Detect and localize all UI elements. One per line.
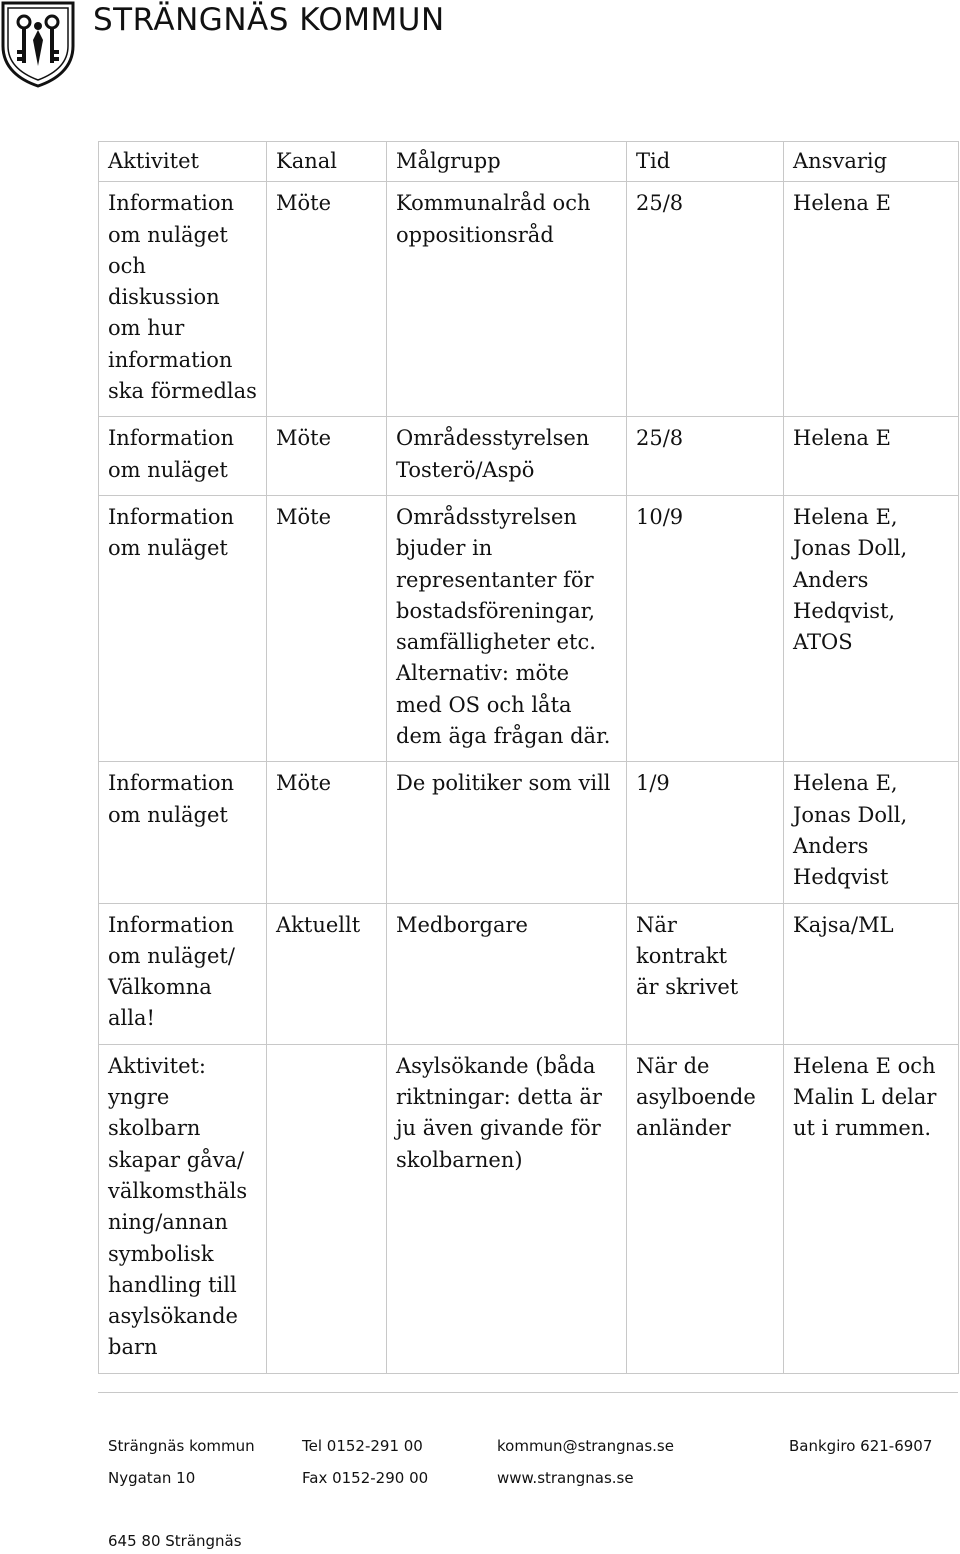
footer-org-name: Strängnäs kommun <box>108 1437 255 1455</box>
cell-malgrupp <box>387 1044 627 1373</box>
cell-line: Jonas Doll, <box>793 802 908 827</box>
cell-line: om hur <box>108 316 185 341</box>
cell-line: 25/8 <box>636 426 684 451</box>
cell-line: Helena E <box>793 191 891 216</box>
cell-line: skolbarnen) <box>396 1147 523 1172</box>
column-header-kanal: Kanal <box>267 142 387 182</box>
cell-line: är skrivet <box>636 975 739 1000</box>
cell-line: Hedqvist <box>793 865 889 890</box>
cell-line: om nuläget <box>108 222 228 247</box>
cell-kanal <box>267 762 387 903</box>
footer-postal: 645 80 Strängnäs <box>108 1532 242 1550</box>
cell-kanal <box>267 417 387 496</box>
cell-line: Jonas Doll, <box>793 536 908 561</box>
cell-line: barn <box>108 1335 158 1360</box>
cell-line: Helena E, <box>793 771 898 796</box>
table-row <box>99 1044 959 1373</box>
cell-line: bostadsföreningar, <box>396 598 596 623</box>
cell-line: När kontrakt <box>636 912 728 968</box>
cell-line: Områdesstyrelsen <box>396 426 590 451</box>
cell-line: 1/9 <box>636 771 670 796</box>
footer-bankgiro: Bankgiro 621-6907 <box>789 1437 933 1455</box>
cell-line: Medborgare <box>396 912 528 937</box>
cell-line: asylsökande <box>108 1304 238 1329</box>
cell-line: med OS och låta <box>396 692 572 717</box>
table-row <box>99 417 959 496</box>
cell-line: Kajsa/ML <box>793 912 894 937</box>
cell-line: skolbarn <box>108 1116 201 1141</box>
cell-line: 25/8 <box>636 191 684 216</box>
cell-malgrupp <box>387 903 627 1044</box>
cell-line: ju även givande för <box>396 1116 601 1141</box>
cell-tid <box>627 495 784 761</box>
cell-line: ning/annan <box>108 1210 228 1235</box>
cell-kanal <box>267 182 387 417</box>
footer-fax: Fax 0152-290 00 <box>302 1469 429 1487</box>
table-body <box>99 182 959 1373</box>
cell-aktivitet <box>99 903 267 1044</box>
cell-line: Information <box>108 426 235 451</box>
cell-line: Malin L delar <box>793 1085 937 1110</box>
cell-line: Möte <box>276 191 332 216</box>
cell-line: Områdsstyrelsen <box>396 504 577 529</box>
cell-line: och <box>108 253 146 278</box>
cell-ansvarig <box>784 182 959 417</box>
cell-kanal <box>267 1044 387 1373</box>
cell-line: ska förmedlas <box>108 379 257 404</box>
cell-malgrupp <box>387 182 627 417</box>
cell-line: samfälligheter etc. <box>396 630 596 655</box>
footer-website[interactable]: www.strangnas.se <box>497 1469 634 1487</box>
cell-tid <box>627 762 784 903</box>
cell-line: Möte <box>276 504 332 529</box>
column-header-ansvarig: Ansvarig <box>784 142 959 182</box>
cell-malgrupp <box>387 417 627 496</box>
footer-address: Nygatan 10 <box>108 1469 196 1487</box>
cell-line: asylboende <box>636 1085 756 1110</box>
cell-aktivitet <box>99 417 267 496</box>
cell-line: Information <box>108 771 235 796</box>
cell-line: om nuläget <box>108 457 228 482</box>
cell-line: Kommunalråd och <box>396 191 591 216</box>
cell-ansvarig <box>784 417 959 496</box>
cell-malgrupp <box>387 495 627 761</box>
cell-line: representanter för <box>396 567 594 592</box>
column-header-malgrupp: Målgrupp <box>387 142 627 182</box>
table-row <box>99 182 959 417</box>
cell-tid <box>627 182 784 417</box>
cell-line: Aktivitet: <box>108 1053 207 1078</box>
cell-ansvarig <box>784 1044 959 1373</box>
cell-ansvarig <box>784 762 959 903</box>
cell-line: När de <box>636 1053 710 1078</box>
cell-line: om nuläget/ <box>108 943 235 968</box>
cell-line: om nuläget <box>108 536 228 561</box>
cell-line: ATOS <box>793 630 853 655</box>
cell-line: Möte <box>276 426 332 451</box>
cell-malgrupp <box>387 762 627 903</box>
cell-line: Asylsökande (båda <box>396 1053 596 1078</box>
cell-aktivitet <box>99 495 267 761</box>
table-row <box>99 495 959 761</box>
cell-line: Information <box>108 191 235 216</box>
cell-line: Helena E <box>793 426 891 451</box>
cell-ansvarig <box>784 903 959 1044</box>
cell-line: De politiker som vill <box>396 771 611 796</box>
cell-line: Möte <box>276 771 332 796</box>
cell-line: symbolisk <box>108 1241 214 1266</box>
cell-line: Aktuellt <box>276 912 361 937</box>
column-header-tid: Tid <box>627 142 784 182</box>
cell-line: skapar gåva/ <box>108 1147 245 1172</box>
cell-line: Välkomna <box>108 975 212 1000</box>
cell-line: ut i rummen. <box>793 1116 932 1141</box>
cell-line: Information <box>108 912 235 937</box>
cell-line: Helena E och <box>793 1053 936 1078</box>
table-row <box>99 903 959 1044</box>
cell-line: dem äga frågan där. <box>396 724 611 749</box>
cell-ansvarig <box>784 495 959 761</box>
cell-kanal <box>267 495 387 761</box>
table-row <box>99 762 959 903</box>
page-header <box>0 0 960 90</box>
crest-logo-icon <box>0 0 76 88</box>
cell-line: riktningar: detta är <box>396 1085 602 1110</box>
column-header-aktivitet: Aktivitet <box>99 142 267 182</box>
cell-line: Hedqvist, <box>793 598 896 623</box>
cell-line: Anders <box>793 567 869 592</box>
cell-tid <box>627 903 784 1044</box>
table-header-row <box>99 142 959 182</box>
cell-line: 10/9 <box>636 504 684 529</box>
cell-line: Helena E, <box>793 504 898 529</box>
cell-line: Alternativ: möte <box>396 661 570 686</box>
cell-line: om nuläget <box>108 802 228 827</box>
activity-plan-table <box>98 141 959 1374</box>
cell-line: Tosterö/Aspö <box>396 457 535 482</box>
cell-line: Anders <box>793 833 869 858</box>
cell-aktivitet <box>99 1044 267 1373</box>
cell-line: oppositionsråd <box>396 222 554 247</box>
cell-line: bjuder in <box>396 536 493 561</box>
cell-line: alla! <box>108 1006 155 1031</box>
cell-line: yngre <box>108 1085 170 1110</box>
footer-email[interactable]: kommun@strangnas.se <box>497 1437 674 1455</box>
cell-line: välkomsthäls <box>108 1178 248 1203</box>
organization-name: STRÄNGNÄS KOMMUN <box>93 2 445 38</box>
cell-line: handling till <box>108 1272 237 1297</box>
cell-tid <box>627 1044 784 1373</box>
cell-line: diskussion <box>108 285 220 310</box>
cell-line: information <box>108 347 233 372</box>
cell-aktivitet <box>99 182 267 417</box>
footer-divider <box>98 1392 958 1393</box>
cell-line: Information <box>108 504 235 529</box>
footer-tel: Tel 0152-291 00 <box>302 1437 423 1455</box>
cell-line: anländer <box>636 1116 731 1141</box>
cell-kanal <box>267 903 387 1044</box>
cell-tid <box>627 417 784 496</box>
cell-aktivitet <box>99 762 267 903</box>
